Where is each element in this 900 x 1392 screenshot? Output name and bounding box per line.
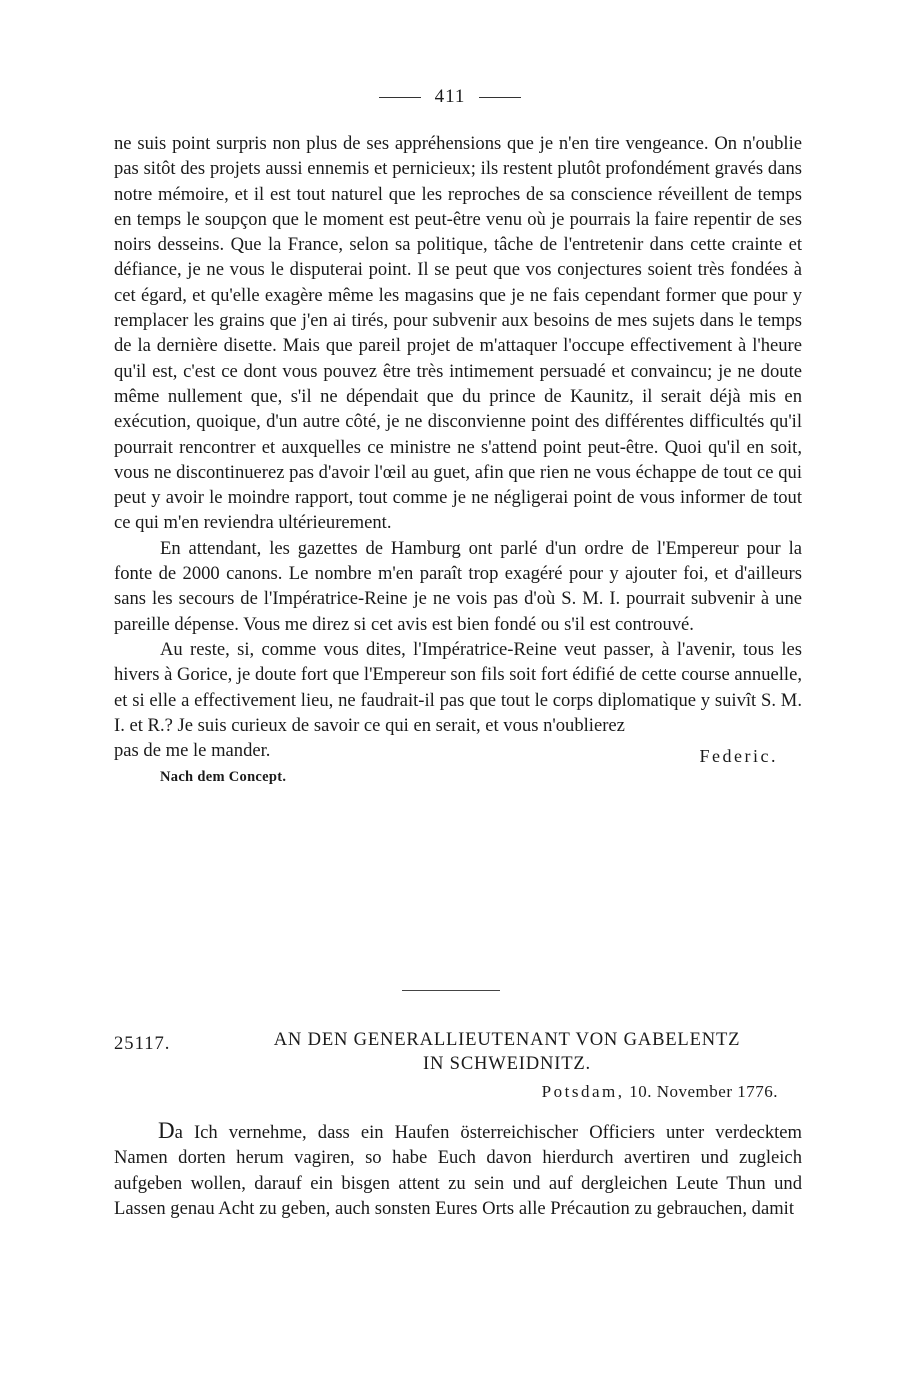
section-divider xyxy=(402,990,500,991)
initial-letter: D xyxy=(158,1118,175,1143)
letter-title-line: AN DEN GENERALLIEUTENANT VON GABELENTZ xyxy=(273,1029,741,1050)
paragraph: En attendant, les gazettes de Hamburg ont parlé d'un ordre de l'Empereur pour la fonte de 2000 canons. Le nombre m'en paraît trop exagéré pour y ajouter foi, et d'ailleurs sans les secours de l'Impératrice-Reine je ne vois pas d'où S. M. I. pourrait subvenir à une pareille dépense. Vous me direz si cet avis est bien fondé ou s'il est controuvé. xyxy=(114,537,802,635)
closing-text: pas de me le mander. xyxy=(114,740,271,762)
page-header xyxy=(0,86,900,108)
header-rule-left xyxy=(379,97,421,98)
letter-title xyxy=(212,1028,802,1076)
paragraph: ne suis point surpris non plus de ses appréhensions que je n'en tire vengeance. On n'oublie pas sitôt des projets aussi ennemis et pernicieux; ils restent plutôt profondément gravés dans notre mémoire, et il est tout naturel que les reproches de sa conscience réveillent de temps en temps le soupçon que le moment est peut-être venu où je pourrais la faire repentir de ses noirs desseins. Que la France, selon sa politique, tâche de l'entretenir dans cette crainte et défiance, je ne vous le disputerai point. Il se peut que vos conjectures soient très fondées à cet égard, et qu'elle exagère même les magasins que je ne fais cependant former que pour y remplacer les grains que j'en ai tirés, pour subvenir aux besoins de mes sujets dans le temps de la dernière disette. Mais que pareil projet de m'attaquer l'occupe effectivement à l'heure qu'il est, c'est ce dont vous pouvez être très intimement persuadé et convaincu; je ne doute même nullement que, s'il ne dépendait que du prince de Kaunitz, il serait déjà mis en exécution, quoique, d'un autre côté, je ne disconvienne point des différentes difficultés qu'il pourrait rencontrer et auxquelles ce ministre ne s'attend point peut-être. Quoi qu'il en soit, vous ne discontinuerez pas d'avoir l'œil au guet, afin que rien ne vous échappe de tout ce qui peut y avoir le moindre rapport, tout comme je ne négligerai point de vous informer de tout ce qui m'en reviendra ultérieurement. xyxy=(114,133,802,534)
letter-heading xyxy=(114,1028,802,1076)
letter-body xyxy=(114,1118,802,1221)
dateline xyxy=(542,1082,778,1102)
continued-letter xyxy=(114,131,802,791)
letter-text: a Ich vernehme, dass ein Haufen österreichischer Officiers unter verdecktem Namen dorten herum vagiren, so habe Euch davon hierdurch avertiren und zugleich aufgeben wollen, darauf ein bisgen attent zu sein und auf dergleichen Leute Thun und Lassen genau Acht zu geben, auch sonsten Eures Orts alle Précaution zu gebrauchen, damit xyxy=(114,1122,802,1219)
page-number: 411 xyxy=(434,86,466,107)
letter-number: 25117. xyxy=(114,1033,171,1054)
paragraph xyxy=(114,1118,802,1221)
paragraph: Au reste, si, comme vous dites, l'Impératrice-Reine veut passer, à l'avenir, tous les hivers à Gorice, je doute fort que l'Empereur son fils soit fort édifié de cette course annuelle, et si elle a effectivement lieu, ne faudrait-il pas que tout le corps diplomatique y suivît S. M. I. et R.? Je suis curieux de savoir ce qui en serait, et vous n'oublierez xyxy=(114,638,802,736)
letter-date: 10. November 1776. xyxy=(629,1082,778,1101)
letter-title-line: IN SCHWEIDNITZ. xyxy=(423,1053,591,1074)
closing-line xyxy=(114,738,802,767)
header-rule-right xyxy=(479,97,521,98)
source-note: Nach dem Concept. xyxy=(160,769,287,786)
letter-place: Potsdam, xyxy=(541,1082,625,1101)
signature: Federic. xyxy=(699,746,778,767)
